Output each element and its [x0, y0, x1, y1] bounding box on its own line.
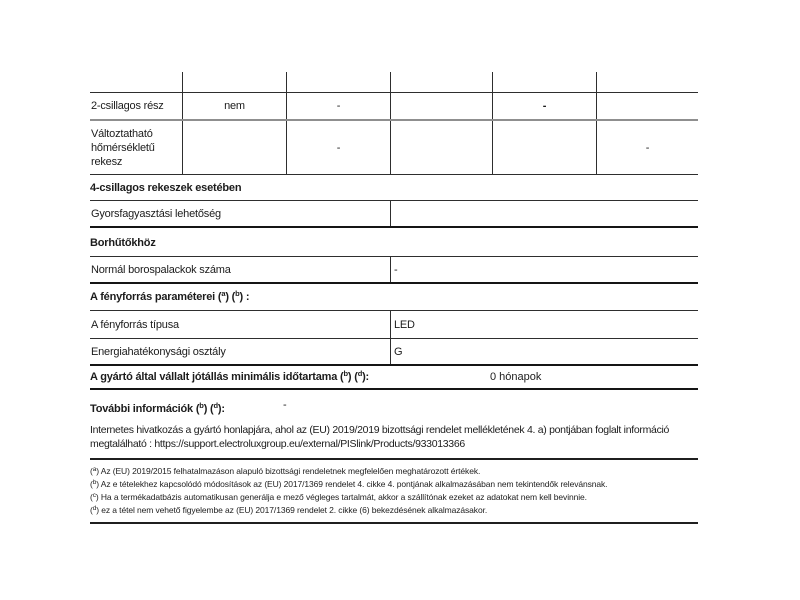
more-info-row: [90, 390, 698, 419]
table-row-stub: [90, 72, 698, 92]
more-info-label: További információk ($^b$) ($^d$):: [90, 400, 225, 415]
compartment-table: [90, 72, 698, 175]
footnote-b: [90, 478, 698, 491]
table-cell: -: [286, 93, 390, 119]
warranty-value: 0 hónapok: [490, 371, 542, 383]
product-info-link[interactable]: https://support.electroluxgroup.eu/external/PISlink/Products/933013366: [154, 437, 465, 450]
footnote-c: [90, 491, 698, 504]
table-cell: [596, 72, 698, 92]
spec-value: G: [390, 339, 698, 364]
table-cell: [492, 121, 596, 174]
spec-row-light-type: [90, 310, 698, 338]
spec-value: LED: [390, 311, 698, 338]
table-cell: [182, 72, 286, 92]
footnote-marker: ($^d$): [90, 504, 99, 515]
table-cell: [182, 121, 286, 174]
separator-line-bottom: [90, 522, 698, 524]
spec-label: Normál borospalackok száma: [91, 263, 231, 276]
footnote-a: [90, 465, 698, 478]
table-cell: [390, 72, 492, 92]
table-cell: [390, 121, 492, 174]
section-header-four-star: 4-csillagos rekeszek esetében: [90, 182, 242, 194]
table-cell: -: [596, 121, 698, 174]
website-text: Internetes hivatkozás a gyártó honlapjára, ahol az (EU) 2019/2019 bizottsági rendelet mellékletének 4. a) pontjában foglalt információ megtalálható :: [90, 424, 670, 450]
section-header-suffix: :: [242, 291, 250, 303]
spec-label: Energiahatékonysági osztály: [91, 345, 226, 358]
spec-label: Gyorsfagyasztási lehetőség: [91, 207, 221, 220]
table-row-label: 2-csillagos rész: [91, 100, 164, 112]
separator-line: [90, 458, 698, 460]
spec-value: [390, 201, 698, 226]
table-row-label: Változtatható hőmérsékletű rekesz: [91, 127, 155, 168]
footnote-text: Az (EU) 2019/2015 felhatalmazáson alapuló bizottsági rendeletnek megfelelően meghatározott értékek.: [100, 466, 481, 476]
footnote-text: Ha a termékadatbázis automatikusan generálja e mező végleges tartalmát, akkor a szállítónak ezeket az adatokat nem kell bevinnie.: [100, 492, 587, 502]
section-header-wine: Borhűtőkhöz: [90, 237, 156, 249]
section-header-light-source: [90, 284, 698, 310]
footnote-marker: ($^a$): [90, 465, 99, 476]
table-cell: [596, 93, 698, 119]
more-info-value: -: [283, 399, 287, 411]
footnotes-block: [90, 465, 698, 517]
spec-row-quick-freeze: [90, 200, 698, 228]
footnote-d: [90, 504, 698, 517]
product-fiche-document: [90, 72, 698, 524]
spec-row-energy-class: [90, 338, 698, 366]
table-cell: -: [492, 93, 596, 119]
footnote-marker: ($^b$): [90, 478, 99, 489]
footnote-text: Az e tételekhez kapcsolódó módosítások az (EU) 2017/1369 rendelet 4. cikke 4. pontjának alkalmazásában nem tekintendők relevánsnak.: [100, 479, 608, 489]
spec-row-wine-bottles: [90, 256, 698, 284]
warranty-row: [90, 366, 698, 390]
section-header-text: A fényforrás paraméterei: [90, 291, 216, 303]
footnote-markers: ($^b$) ($^d$): [340, 368, 366, 383]
table-row: [90, 92, 698, 119]
table-row: [90, 119, 698, 174]
table-cell: [90, 72, 182, 92]
website-paragraph: [90, 424, 698, 451]
table-cell: [492, 72, 596, 92]
footnote-markers: ($^a$) ($^b$): [217, 288, 243, 303]
table-cell: -: [286, 121, 390, 174]
footnote-text: ez a tétel nem vehető figyelembe az (EU) 2017/1369 rendelet 2. cikke (6) bekezdésének alkalmazásakor.: [101, 505, 488, 515]
table-cell: nem: [182, 93, 286, 119]
footnote-markers: ($^b$) ($^d$): [195, 400, 222, 415]
spec-label: A fényforrás típusa: [91, 318, 179, 331]
spec-value: -: [390, 257, 698, 282]
footnote-marker: ($^c$): [90, 491, 99, 502]
table-cell: [390, 93, 492, 119]
warranty-label: A gyártó által vállalt jótállás minimális időtartama ($^b$) ($^d$):: [90, 368, 370, 383]
table-cell: [286, 72, 390, 92]
